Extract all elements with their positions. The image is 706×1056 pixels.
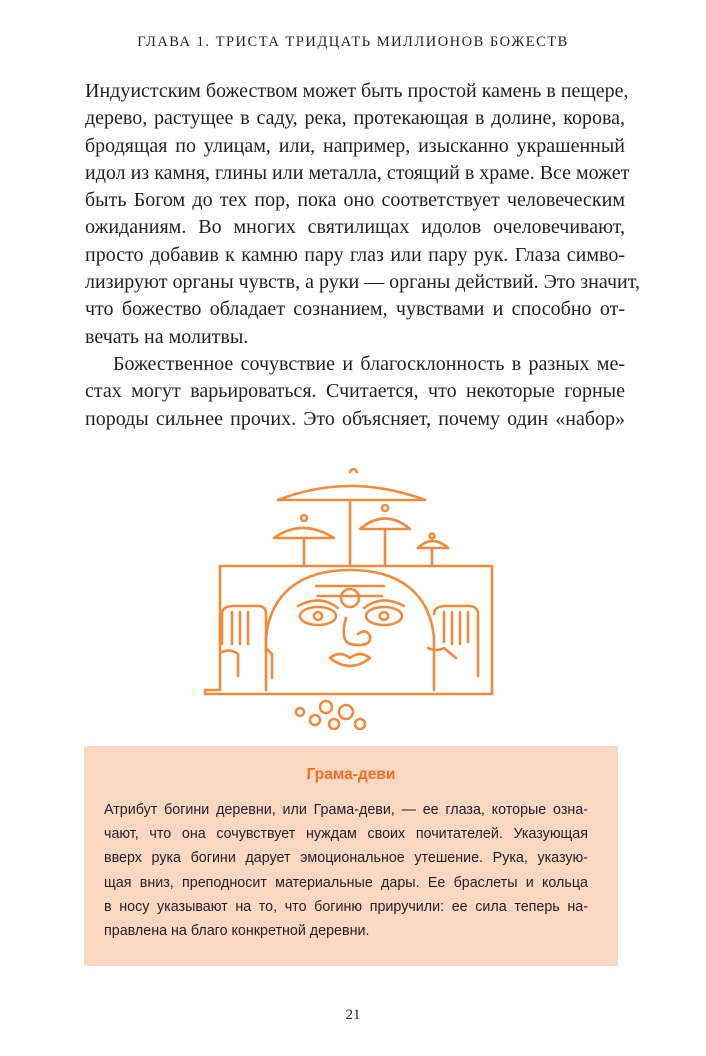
grama-devi-illustration: [200, 462, 510, 730]
sidebar-line: в носу указывают на то, что богиню приручили: ее сила теперь на-: [104, 898, 588, 915]
page-number: 21: [345, 1007, 361, 1023]
main-text: [85, 78, 640, 433]
sidebar-line: правлена на благо конкретной деревни.: [104, 922, 370, 939]
text-line: бродящая по улицам, или, например, изысканно украшенный: [85, 134, 625, 157]
sidebar-line: Атрибут богини деревни, или Грама-деви, — ее глаза, которые озна-: [104, 802, 588, 818]
sidebar-line: вверх рука богини дарует эмоциональное утешение. Рука, указую-: [104, 850, 588, 867]
text-line: стах могут варьироваться. Считается, что некоторые горные: [85, 380, 625, 403]
text-line: что божество обладает сознанием, чувствами и способно от-: [85, 298, 625, 321]
idol-drawing: [200, 462, 510, 730]
sidebar-line: щая вниз, преподносит материальные дары. Ее браслеты и кольца: [104, 874, 588, 891]
text-line: Божественное сочувствие и благосклонность в разных ме-: [113, 352, 625, 375]
text-line: Индуистским божеством может быть простой камень в пещере,: [85, 80, 629, 102]
running-header: ГЛАВА 1. ТРИСТА ТРИДЦАТЬ МИЛЛИОНОВ БОЖЕСТВ: [137, 34, 569, 50]
text-line: вечать на молитвы.: [85, 325, 249, 348]
text-line: идол из камня, глины или металла, стоящий в храме. Все может: [85, 161, 630, 184]
sidebar-box: [84, 746, 618, 966]
sidebar-line: чают, что она сочувствует нуждам своих почитателей. Указующая: [104, 826, 588, 843]
text-line: ожиданиям. Во многих святилищах идолов очеловечивают,: [85, 216, 625, 239]
text-line: просто добавив к камню пару глаз или пару рук. Глаза симво-: [85, 243, 625, 266]
text-line: быть Богом до тех пор, пока оно соответствует человеческим: [85, 189, 625, 212]
sidebar-title: Грама-деви: [306, 766, 396, 783]
text-line: лизируют органы чувств, а руки — органы действий. Это значит,: [85, 271, 640, 294]
sidebar-text: [104, 798, 588, 943]
text-line: дерево, растущее в саду, река, протекающая в долине, корова,: [85, 107, 625, 130]
text-line: породы сильнее прочих. Это объясняет, почему один «набор»: [85, 407, 625, 430]
